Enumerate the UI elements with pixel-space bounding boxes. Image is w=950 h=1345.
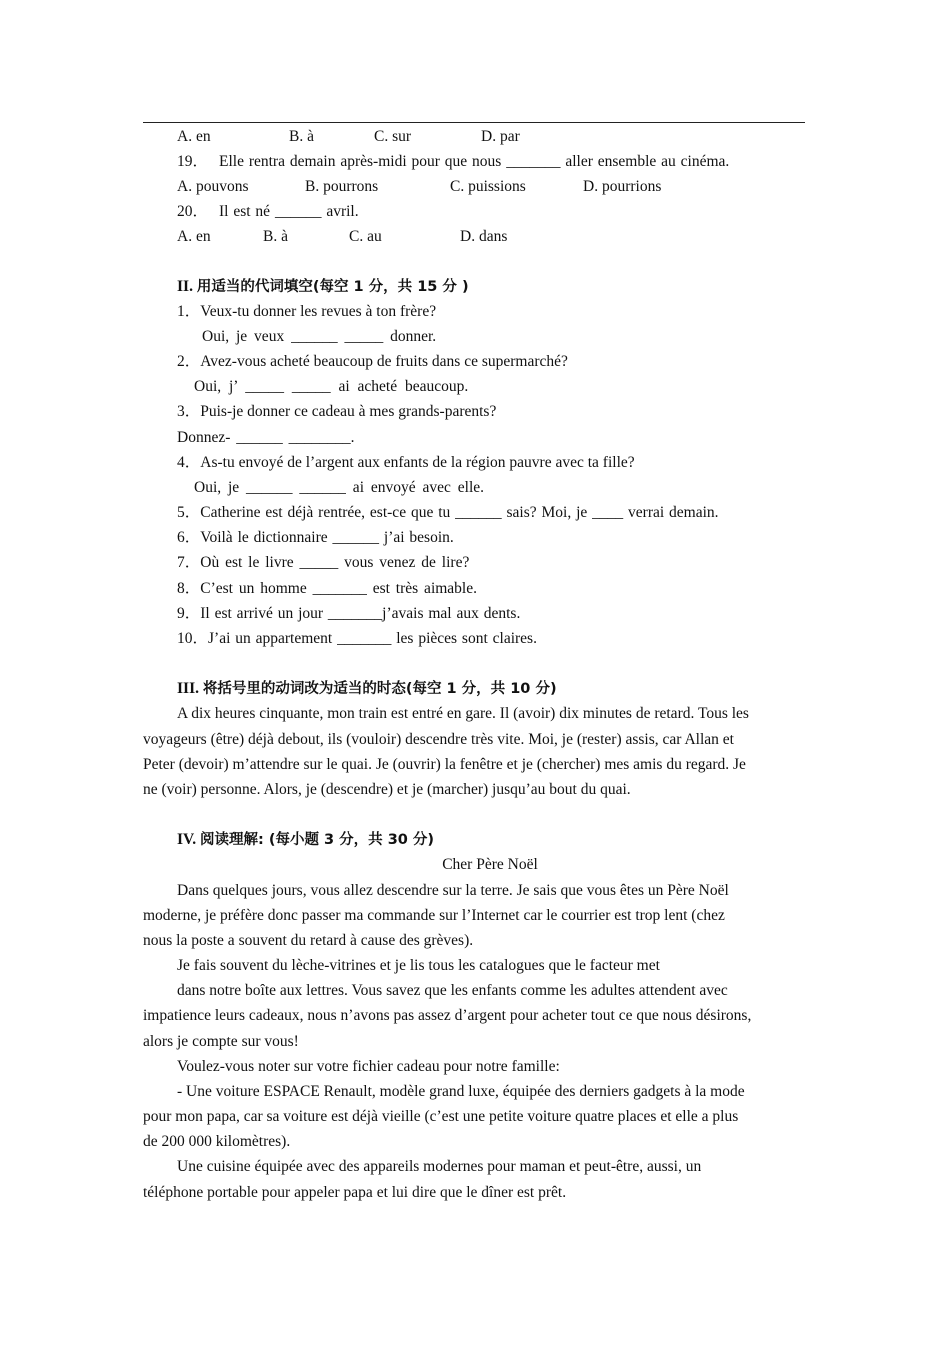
s2-line: 10．J’ai un appartement _______ les pièces sont claires.	[177, 630, 537, 647]
q20-option-b: B. à	[263, 228, 288, 245]
section-2-title-points: (每空 1 分，共 15 分 )	[312, 279, 469, 295]
section-3-numeral: III.	[177, 680, 199, 697]
s3-paragraph-line: A dix heures cinquante, mon train est entré en gare. Il (avoir) dix minutes de retard. Tous les	[177, 705, 749, 722]
s4-paragraph-line: nous la poste a souvent du retard à cause des grèves).	[143, 932, 474, 949]
q18-option-b: B. à	[289, 128, 314, 145]
section-4-numeral: IV.	[177, 831, 197, 848]
q20-number: 20．	[177, 203, 209, 220]
section-4-title-points: : (每小题 3 分，共 30 分)	[257, 832, 435, 848]
s4-paragraph-line: Je fais souvent du lèche-vitrines et je lis tous les catalogues que le facteur met	[177, 957, 660, 974]
s2-line: 4．As-tu envoyé de l’argent aux enfants de la région pauvre avec ta fille?	[177, 454, 635, 471]
q19-option-a: A. pouvons	[177, 178, 249, 195]
q18-option-d: D. par	[481, 128, 520, 145]
q20-option-d: D. dans	[460, 228, 508, 245]
section-4-title	[177, 830, 434, 850]
s4-paragraph-line: Dans quelques jours, vous allez descendre sur la terre. Je sais que vous êtes un Père Noël	[177, 882, 729, 899]
s4-paragraph-line: moderne, je préfère donc passer ma commande sur l’Internet car le courrier est trop lent (chez	[143, 907, 725, 924]
s2-line: Oui, je veux ______ _____ donner.	[202, 328, 437, 345]
q20-option-a: A. en	[177, 228, 211, 245]
q19-text: Elle rentra demain après-midi pour que nous _______ aller ensemble au cinéma.	[219, 153, 730, 170]
s2-line: 9．Il est arrivé un jour _______j’avais mal aux dents.	[177, 605, 521, 622]
q19-option-b: B. pourrons	[305, 178, 379, 195]
s3-paragraph-line: ne (voir) personne. Alors, je (descendre) et je (marcher) jusqu’au bout du quai.	[143, 781, 631, 798]
s4-paragraph-line: Voulez-vous noter sur votre fichier cadeau pour notre famille:	[177, 1058, 560, 1075]
q19-option-c: C. puissions	[450, 178, 526, 195]
s2-line: Donnez- ______ ________.	[177, 429, 355, 446]
section-2-numeral: II.	[177, 278, 193, 295]
header-rule	[143, 122, 805, 123]
s4-paragraph-line: de 200 000 kilomètres).	[143, 1133, 291, 1150]
s4-paragraph-line: alors je compte sur vous!	[143, 1033, 299, 1050]
s2-line: Oui, j’ _____ _____ ai acheté beaucoup.	[194, 378, 469, 395]
s4-paragraph-line: dans notre boîte aux lettres. Vous savez que les enfants comme les adultes attendent avec	[177, 982, 728, 999]
s4-paragraph-line: Une cuisine équipée avec des appareils modernes pour maman et peut-être, aussi, un	[177, 1158, 702, 1175]
q18-option-c: C. sur	[374, 128, 412, 145]
s4-paragraph-line: téléphone portable pour appeler papa et lui dire que le dîner est prêt.	[143, 1184, 567, 1201]
section-3-title	[177, 679, 557, 699]
letter-title: Cher Père Noël	[442, 856, 538, 873]
section-4-title-cjk: 阅读理解	[199, 832, 258, 848]
s2-line: 3．Puis-je donner ce cadeau à mes grands-parents?	[177, 403, 497, 420]
s3-paragraph-line: Peter (devoir) m’attendre sur le quai. Je (ouvrir) la fenêtre et je (chercher) mes amis du regard. Je	[143, 756, 746, 773]
s2-line: 6．Voilà le dictionnaire ______ j’ai besoin.	[177, 529, 454, 546]
q20-text: Il est né ______ avril.	[219, 203, 359, 220]
section-3-title-points: (每空 1 分，共 10 分)	[405, 681, 557, 697]
s4-paragraph-line: impatience leurs cadeaux, nous n’avons pas assez d’argent pour acheter tout ce que nous désirons,	[143, 1007, 752, 1024]
s2-line: 8．C’est un homme _______ est très aimable.	[177, 580, 477, 597]
s3-paragraph-line: voyageurs (être) déjà debout, ils (vouloir) descendre très vite. Moi, je (rester) assis, car Allan et	[143, 731, 734, 748]
s2-line: 5．Catherine est déjà rentrée, est-ce que tu ______ sais? Moi, je ____ verrai demain.	[177, 504, 719, 521]
q19-option-d: D. pourrions	[583, 178, 662, 195]
q19-number: 19．	[177, 153, 209, 170]
s2-line: 1．Veux-tu donner les revues à ton frère?	[177, 303, 437, 320]
s4-paragraph-line: pour mon papa, car sa voiture est déjà vieille (c’est une petite voiture quatre places et elle a plus	[143, 1108, 739, 1125]
section-2-title	[177, 277, 469, 297]
q20-option-c: C. au	[349, 228, 382, 245]
section-3-title-cjk: 将括号里的动词改为适当的时态	[202, 681, 406, 697]
s2-line: 7．Où est le livre _____ vous venez de lire?	[177, 554, 470, 571]
s4-paragraph-line: - Une voiture ESPACE Renault, modèle grand luxe, équipée des derniers gadgets à la mode	[177, 1083, 745, 1100]
section-2-title-cjk: 用适当的代词填空	[196, 279, 313, 295]
s2-line: 2．Avez-vous acheté beaucoup de fruits dans ce supermarché?	[177, 353, 568, 370]
s2-line: Oui, je ______ ______ ai envoyé avec elle.	[194, 479, 485, 496]
q18-option-a: A. en	[177, 128, 211, 145]
